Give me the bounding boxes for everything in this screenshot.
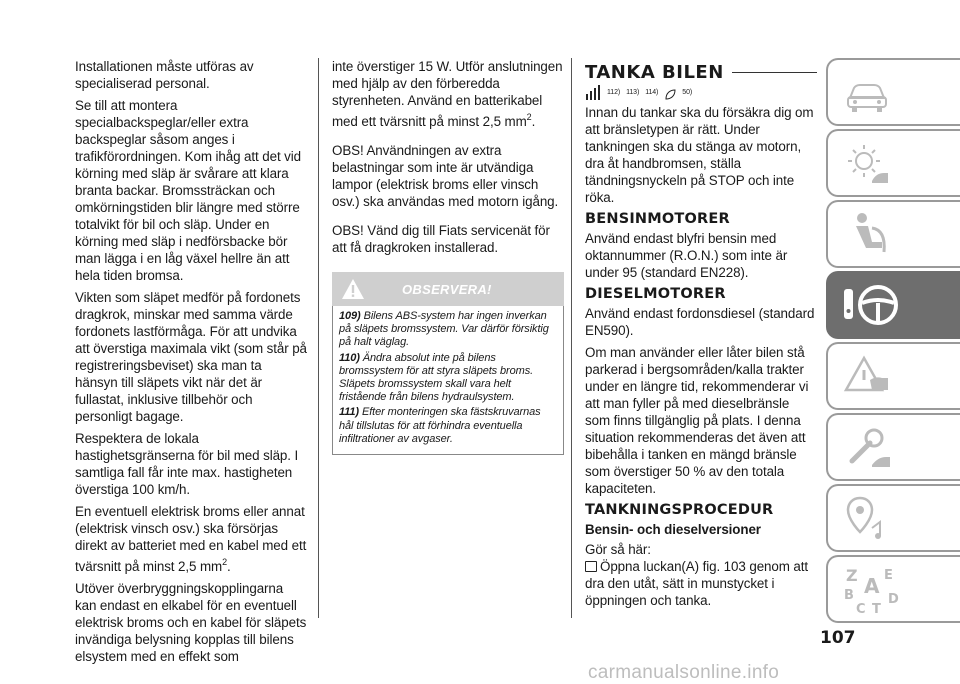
paragraph: Gör så här:	[585, 542, 651, 557]
svg-text:A: A	[864, 574, 880, 598]
tab-car-overview[interactable]	[826, 58, 960, 126]
note-item	[339, 352, 557, 405]
paragraph: OBS! Användningen av extra belastningar som inte är utvändiga lampor (elektrisk broms eller vinsch osv.) ska användas med motorn igång.	[332, 143, 559, 209]
note-label: OBSERVERA!	[402, 282, 492, 297]
tab-emergency[interactable]	[826, 342, 960, 410]
step-checkbox-icon	[585, 561, 597, 572]
section-title-row	[585, 64, 817, 81]
superscript: 2	[222, 557, 227, 567]
warning-icon	[341, 278, 365, 300]
svg-text:D: D	[888, 592, 899, 607]
page-number: 107	[820, 628, 856, 648]
key-steering-wheel-icon	[842, 279, 902, 335]
dashboard-lights-icon	[842, 137, 892, 189]
step-item	[585, 558, 817, 609]
paragraph: Om man använder eller låter bilen stå parkerad i bergsområden/kalla trakter under en längre tid, rekommenderar vi att man fyller på med dieselbränsle som finns tillgänglig på plats. I denna situation rekommenderas det även att bibehålla i tanken en mängd bränsle som överstiger 50 % av den totala kapaciteten.	[585, 345, 809, 496]
note-item	[339, 310, 557, 350]
paragraph	[332, 58, 564, 130]
tab-starting-driving[interactable]	[826, 271, 960, 339]
tab-safety[interactable]	[826, 200, 960, 268]
alphabetical-index-icon	[842, 563, 902, 619]
maintenance-wrench-icon	[842, 421, 892, 473]
tab-index[interactable]	[826, 555, 960, 623]
tab-multimedia[interactable]	[826, 484, 960, 552]
step-text: Öppna luckan(A) fig. 103 genom att dra den utåt, sätt in munstycket i öppningen och tanka.	[585, 559, 808, 608]
paragraph-text: inte överstiger 15 W. Utför anslutningen med hjälp av den förberedda styrenheten. Använd en batterikabel med ett tvärsnitt på minst 2,5 mm	[332, 59, 563, 129]
section-title: TANKA BILEN	[585, 62, 724, 83]
environment-leaf-icon	[664, 89, 676, 101]
reference-number: 50)	[682, 89, 693, 96]
text-column-2	[332, 58, 564, 455]
tab-dashboard-lights[interactable]	[826, 129, 960, 197]
note-text: Ändra absolut inte på bilens bromssystem för att styra släpets broms. Släpets bromssystem skall vara helt fristående från bilens hydraulsystem.	[339, 351, 534, 404]
reference-number: 112)	[607, 89, 621, 96]
paragraph: Utöver överbryggningskopplingarna kan endast en elkabel för en eventuell elektrisk broms och en kabel för släpets invändiga belysning kopplas till bilens elsystem med en effekt som	[75, 581, 307, 664]
note-text: Bilens ABS-system har ingen inverkan på släpets bromssystem. Var därför försiktig på halt väglag.	[339, 310, 549, 349]
paragraph	[75, 503, 307, 575]
note-number: 109)	[339, 310, 361, 322]
title-rule	[732, 72, 817, 73]
paragraph: Använd endast fordonsdiesel (standard EN590).	[585, 306, 815, 338]
paragraph: Se till att montera specialbackspeglar/eller extra backspeglar såsom anges i trafikförordningen. Kom ihåg att det vid körning med släp är svårare att klara branta backar. Bromssträckan och omkörningstiden blir längre med större totalvikt för bil och släp. Under en körning med släp i nedförsbacke bör man lägga i en låg växel hellre än att hela tiden bromsa.	[75, 98, 302, 283]
subheading-bensin: BENSINMOTORER	[585, 211, 730, 227]
paragraph: Vikten som släpet medför på fordonets dragkrok, minskar med samma värde fordonets lastförmåga. För att undvika att överstiga maximala vikt (som står på registreringsbeviset) ska man ta hänsyn till släpets vikt när det är fullastat, inklusive tillbehör och personligt bagage.	[75, 290, 307, 424]
paragraph: Respektera de lokala hastighetsgränserna för bil med släp. I samtliga fall får inte max. hastigheten överstiga 100 km/h.	[75, 431, 299, 497]
safety-seat-icon	[842, 208, 892, 260]
column-divider	[318, 58, 319, 618]
svg-text:T: T	[872, 602, 881, 617]
note-text: Efter monteringen ska fästskruvarnas hål tillslutas för att förhindra eventuella infiltrationer av avgaser.	[339, 406, 541, 445]
paragraph: OBS! Vänd dig till Fiats servicenät för att få dragkroken installerad.	[332, 223, 550, 255]
superscript: 2	[526, 112, 532, 122]
svg-text:B: B	[844, 588, 854, 603]
paragraph: Installationen måste utföras av specialiserad personal.	[75, 59, 254, 91]
paragraph-text: En eventuell elektrisk broms eller annat (elektrisk vinsch osv.) ska försörjas direkt av batteriet med en kabel med ett tvärsnitt på minst 2,5 mm	[75, 504, 307, 574]
svg-text:E: E	[884, 568, 893, 583]
paragraph: Innan du tankar ska du försäkra dig om att bränsletypen är rätt. Under tankningen ska du stänga av motorn, dra åt handbromsen, ställa tändningsnyckeln på STOP och inte röka.	[585, 105, 814, 205]
column-divider	[571, 58, 572, 618]
reference-number: 113)	[626, 89, 640, 96]
svg-text:C: C	[856, 602, 866, 617]
emergency-triangle-icon	[842, 350, 892, 402]
paragraph: Använd endast blyfri bensin med oktannummer (R.O.N.) som inte är under 95 (standard EN228).	[585, 231, 788, 280]
text-column-3	[585, 64, 817, 614]
note-header	[332, 272, 564, 306]
note-number: 110)	[339, 351, 360, 364]
paragraph-end: .	[226, 559, 231, 574]
reference-row	[585, 83, 817, 101]
subheading-procedure: TANKNINGSPROCEDUR	[585, 502, 774, 518]
svg-text:Z: Z	[846, 566, 858, 585]
paragraph-end: .	[531, 114, 536, 129]
note-number: 111)	[339, 406, 359, 419]
multimedia-icon	[842, 492, 892, 544]
car-overview-icon	[842, 66, 892, 118]
tab-maintenance[interactable]	[826, 413, 960, 481]
reference-number: 114)	[645, 89, 659, 96]
signal-bars-icon	[585, 85, 601, 101]
note-body	[332, 306, 564, 455]
watermark: carmanualsonline.info	[588, 662, 780, 683]
sub-subheading: Bensin- och dieselversioner	[585, 522, 761, 537]
note-item	[339, 406, 557, 446]
text-column-1	[75, 58, 307, 670]
subheading-diesel: DIESELMOTORER	[585, 286, 726, 302]
